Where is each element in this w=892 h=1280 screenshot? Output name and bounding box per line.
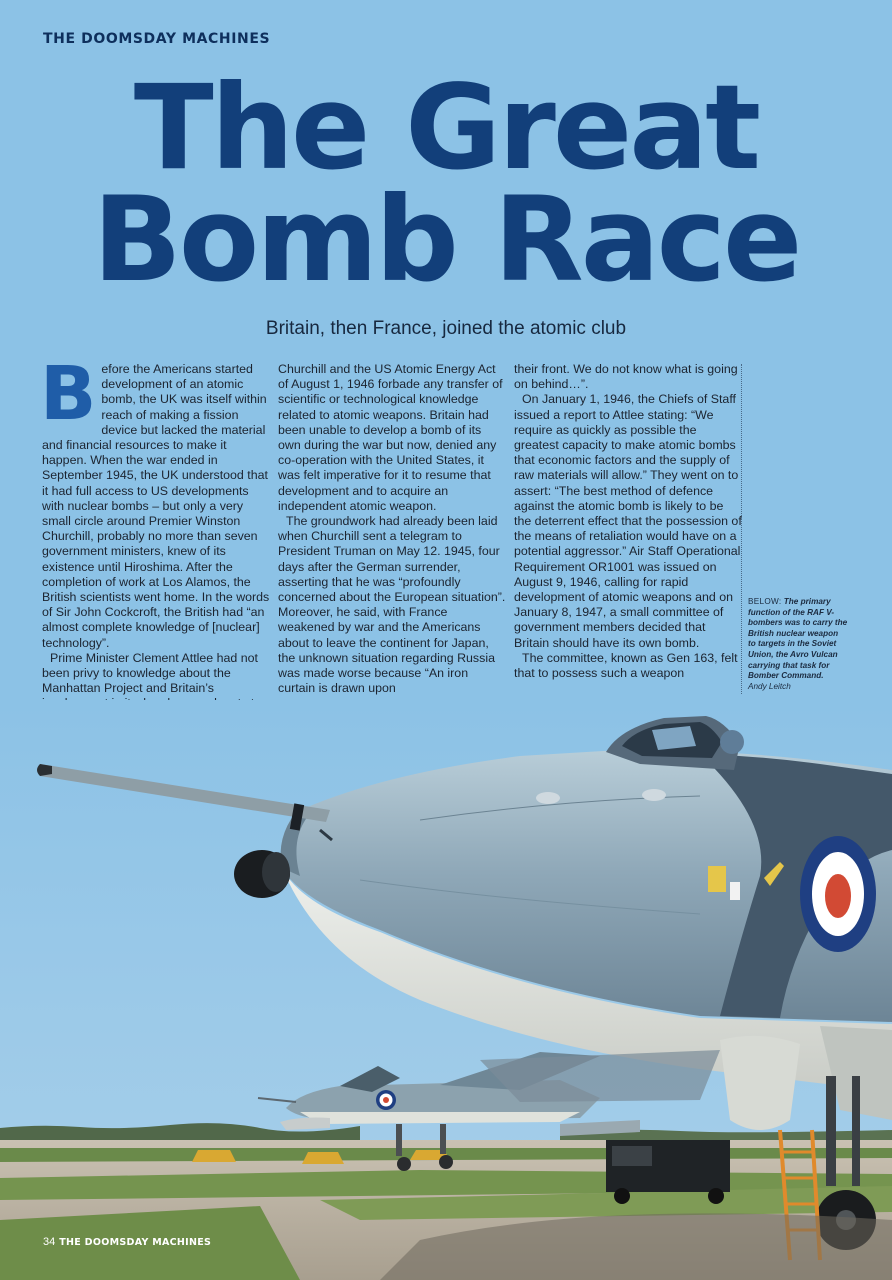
page-number: 34 — [43, 1236, 56, 1248]
caption-text: The primary function of the RAF V-bombers was to carry the British nuclear weapon to targets in the Soviet Union, the Avro Vulcan carrying that task for Bomber Command. — [748, 597, 848, 681]
page-folio — [43, 1236, 211, 1248]
article-column-2 — [278, 362, 506, 696]
caption-tag: BELOW: — [748, 597, 782, 606]
caption-divider — [741, 364, 742, 694]
photo-caption — [748, 597, 848, 692]
drop-cap: B — [40, 351, 97, 437]
section-label: THE DOOMSDAY MACHINES — [43, 31, 271, 47]
article-paragraph: their front. We do not know what is going on behind…”. — [514, 362, 738, 392]
headline-line-1: The Great — [133, 59, 759, 196]
vulcan-bomber-photo — [0, 700, 892, 1280]
headline-line-2: Bomb Race — [92, 171, 800, 308]
standfirst: Britain, then France, joined the atomic club — [265, 318, 627, 339]
folio-publication: THE DOOMSDAY MACHINES — [59, 1237, 212, 1248]
wheel-chock — [192, 1150, 236, 1162]
article-paragraph: The groundwork had already been laid when Churchill sent a telegram to President Truman on May 12. 1945, four days after the German surrender, asserting that he was “profoundly concerned about the European situation”. Moreover, he said, with France weakened by war and the Americans about to leave the continent for Japan, the unknown situation regarding Russia was made worse because “An iron curtain is drawn upon — [278, 514, 506, 696]
article-paragraph — [40, 351, 270, 651]
article-paragraph: On January 1, 1946, the Chiefs of Staff issued a report to Attlee stating: “We require as quickly as possible the greatest capacity to make atomic bombs that economic factors and the supply of raw materials will allow.” They went on to assert: “The best method of defence against the atomic bomb is likely to be the deterrent effect that the possession of the means of retaliation would have on a potential aggressor.” Air Staff Operational Requirement OR1001 was issued on August 9, 1946, calling for rapid development of atomic weapons and on January 8, 1947, a small committee of government members decided that Britain should have its own bomb. — [514, 392, 742, 650]
paragraph-text: efore the Americans started development of an atomic bomb, the UK was itself within reach of making a fission device but lacked the material and financial resources to make it happen. When the war ended in September 1945, the UK understood that it had full access to US developments with nuclear bombs – but only a very small circle around Premier Winston Churchill, probably no more than seven government ministers, knew of its existence until Hiroshima. After the completion of work at Los Alamos, the British scientists went home. In the words of Sir John Cockcroft, the British had “an almost complete knowledge of [nuclear] technology”. — [42, 362, 270, 650]
article-column-1 — [40, 351, 270, 712]
article-column-3 — [514, 362, 742, 681]
article-paragraph: The committee, known as Gen 163, felt that to possess such a weapon — [514, 650, 738, 681]
headline — [0, 59, 892, 308]
article-paragraph: Prime Minister Clement Attlee had not been privy to knowledge about the Manhattan Project and Britain’s — [42, 650, 258, 696]
article-paragraph: Churchill and the US Atomic Energy Act of August 1, 1946 forbade any transfer of scientific or technological knowledge related to atomic weapons. Britain had been unable to develop a bomb of its own during the war but now, denied any co-operation with the United States, it was felt imperative for it to resume that development and to acquire an independent atomic weapon. — [278, 362, 503, 513]
wheel-chock — [302, 1152, 344, 1164]
photo-credit: Andy Leitch — [748, 681, 791, 691]
